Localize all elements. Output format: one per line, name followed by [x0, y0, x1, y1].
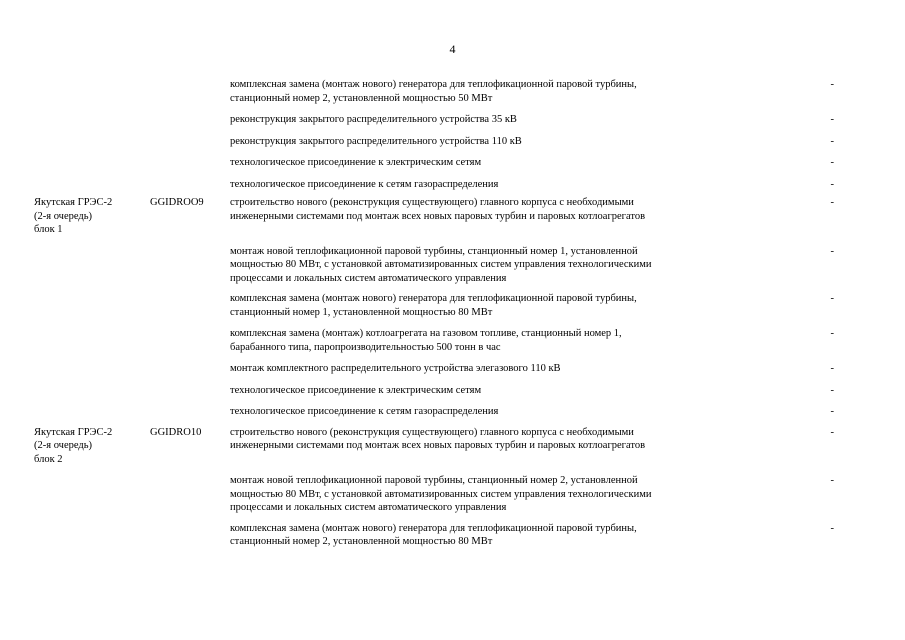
dash-mark-cell: - [830, 178, 834, 190]
dash-mark-cell: - [830, 114, 834, 125]
table-row [34, 245, 840, 286]
plant-line: блок 2 [34, 453, 63, 465]
table-row [34, 384, 840, 398]
table-row [34, 135, 840, 149]
measure-description-cell [230, 196, 790, 223]
description-line: процессами и локальных систем автоматического управления [230, 272, 507, 284]
plant-cell [34, 426, 149, 467]
plant-line: блок 1 [34, 224, 63, 235]
dash-mark-cell: - [830, 245, 834, 257]
dash-mark-cell: - [830, 475, 834, 486]
plant-line: (2-я очередь) [34, 440, 93, 451]
table-row [34, 426, 840, 467]
description-line: строительство нового (реконструкция существующего) главного корпуса с необходимыми [230, 197, 634, 208]
description-line: комплексная замена (монтаж нового) генератора для теплофикационной паровой турбины, [230, 522, 637, 534]
description-line: барабанного типа, паропроизводительностью 500 тонн в час [230, 341, 501, 353]
description-line: комплексная замена (монтаж) котлоагрегата на газовом топливе, станционный номер 1, [230, 328, 622, 339]
description-line: процессами и локальных систем автоматического управления [230, 502, 507, 513]
table-row [34, 78, 840, 105]
measure-description-cell [230, 474, 790, 515]
document-table [34, 78, 840, 549]
description-line: реконструкция закрытого распределительного устройства 35 кВ [230, 114, 517, 125]
dash-mark-cell: - [830, 293, 834, 304]
plant-line: Якутская ГРЭС-2 [34, 197, 113, 208]
description-line: технологическое присоединение к электрическим сетям [230, 384, 482, 396]
measure-description-cell [230, 522, 790, 549]
measure-description-cell [230, 156, 790, 170]
dash-mark-cell: - [830, 157, 834, 168]
description-line: станционный номер 1, установленной мощностью 80 МВт [230, 306, 493, 318]
plant-line: (2-я очередь) [34, 210, 93, 222]
description-line: технологическое присоединение к сетям газораспределения [230, 406, 499, 417]
plant-cell [34, 196, 149, 237]
description-line: мощностью 80 МВт, с установкой автоматизированных систем управления технологическими [230, 259, 652, 270]
object-code-cell: GGIDROO9 [150, 197, 204, 208]
table-row [34, 156, 840, 170]
table-row [34, 113, 840, 127]
description-line: инженерными системами под монтаж всех новых паровых турбин и паровых котлоагрегатов [230, 210, 646, 222]
table-row [34, 178, 840, 192]
measure-description-cell [230, 113, 790, 127]
description-line: мощностью 80 МВт, с установкой автоматизированных систем управления технологическими [230, 488, 652, 500]
measure-description-cell [230, 362, 790, 376]
dash-mark-cell: - [830, 197, 834, 208]
table-row [34, 292, 840, 319]
page-number: 4 [449, 42, 456, 56]
measure-description-cell [230, 384, 790, 398]
dash-mark-cell: - [830, 522, 834, 534]
measure-description-cell [230, 292, 790, 319]
dash-mark-cell: - [830, 363, 834, 374]
description-line: технологическое присоединение к сетям газораспределения [230, 178, 499, 190]
measure-description-cell [230, 135, 790, 149]
measure-description-cell [230, 327, 790, 354]
table-row [34, 474, 840, 515]
dash-mark-cell: - [830, 406, 834, 417]
dash-mark-cell: - [830, 79, 834, 90]
description-line: реконструкция закрытого распределительного устройства 110 кВ [230, 135, 522, 147]
description-line: станционный номер 2, установленной мощностью 50 МВт [230, 92, 493, 104]
table-row [34, 327, 840, 354]
description-line: станционный номер 2, установленной мощностью 80 МВт [230, 536, 493, 547]
description-line: строительство нового (реконструкция существующего) главного корпуса с необходимыми [230, 426, 634, 438]
object-code-cell: GGIDRO10 [150, 426, 202, 438]
dash-mark-cell: - [830, 328, 834, 339]
measure-description-cell [230, 405, 790, 419]
dash-mark-cell: - [830, 384, 834, 396]
measure-description-cell [230, 178, 790, 192]
table-row [34, 405, 840, 419]
description-line: комплексная замена (монтаж нового) генератора для теплофикационной паровой турбины, [230, 79, 637, 90]
table-row [34, 522, 840, 549]
description-line: инженерными системами под монтаж всех новых паровых турбин и паровых котлоагрегатов [230, 440, 646, 451]
table-row [34, 196, 840, 237]
measure-description-cell [230, 245, 790, 286]
dash-mark-cell: - [830, 426, 834, 438]
description-line: монтаж комплектного распределительного устройства элегазового 110 кВ [230, 363, 561, 374]
measure-description-cell [230, 78, 790, 105]
description-line: монтаж новой теплофикационной паровой турбины, станционный номер 2, установленной [230, 475, 638, 486]
measure-description-cell [230, 426, 790, 453]
description-line: монтаж новой теплофикационной паровой турбины, станционный номер 1, установленной [230, 245, 638, 257]
table-row [34, 362, 840, 376]
description-line: комплексная замена (монтаж нового) генератора для теплофикационной паровой турбины, [230, 293, 637, 304]
description-line: технологическое присоединение к электрическим сетям [230, 157, 482, 168]
dash-mark-cell: - [830, 135, 834, 147]
plant-line: Якутская ГРЭС-2 [34, 426, 113, 438]
